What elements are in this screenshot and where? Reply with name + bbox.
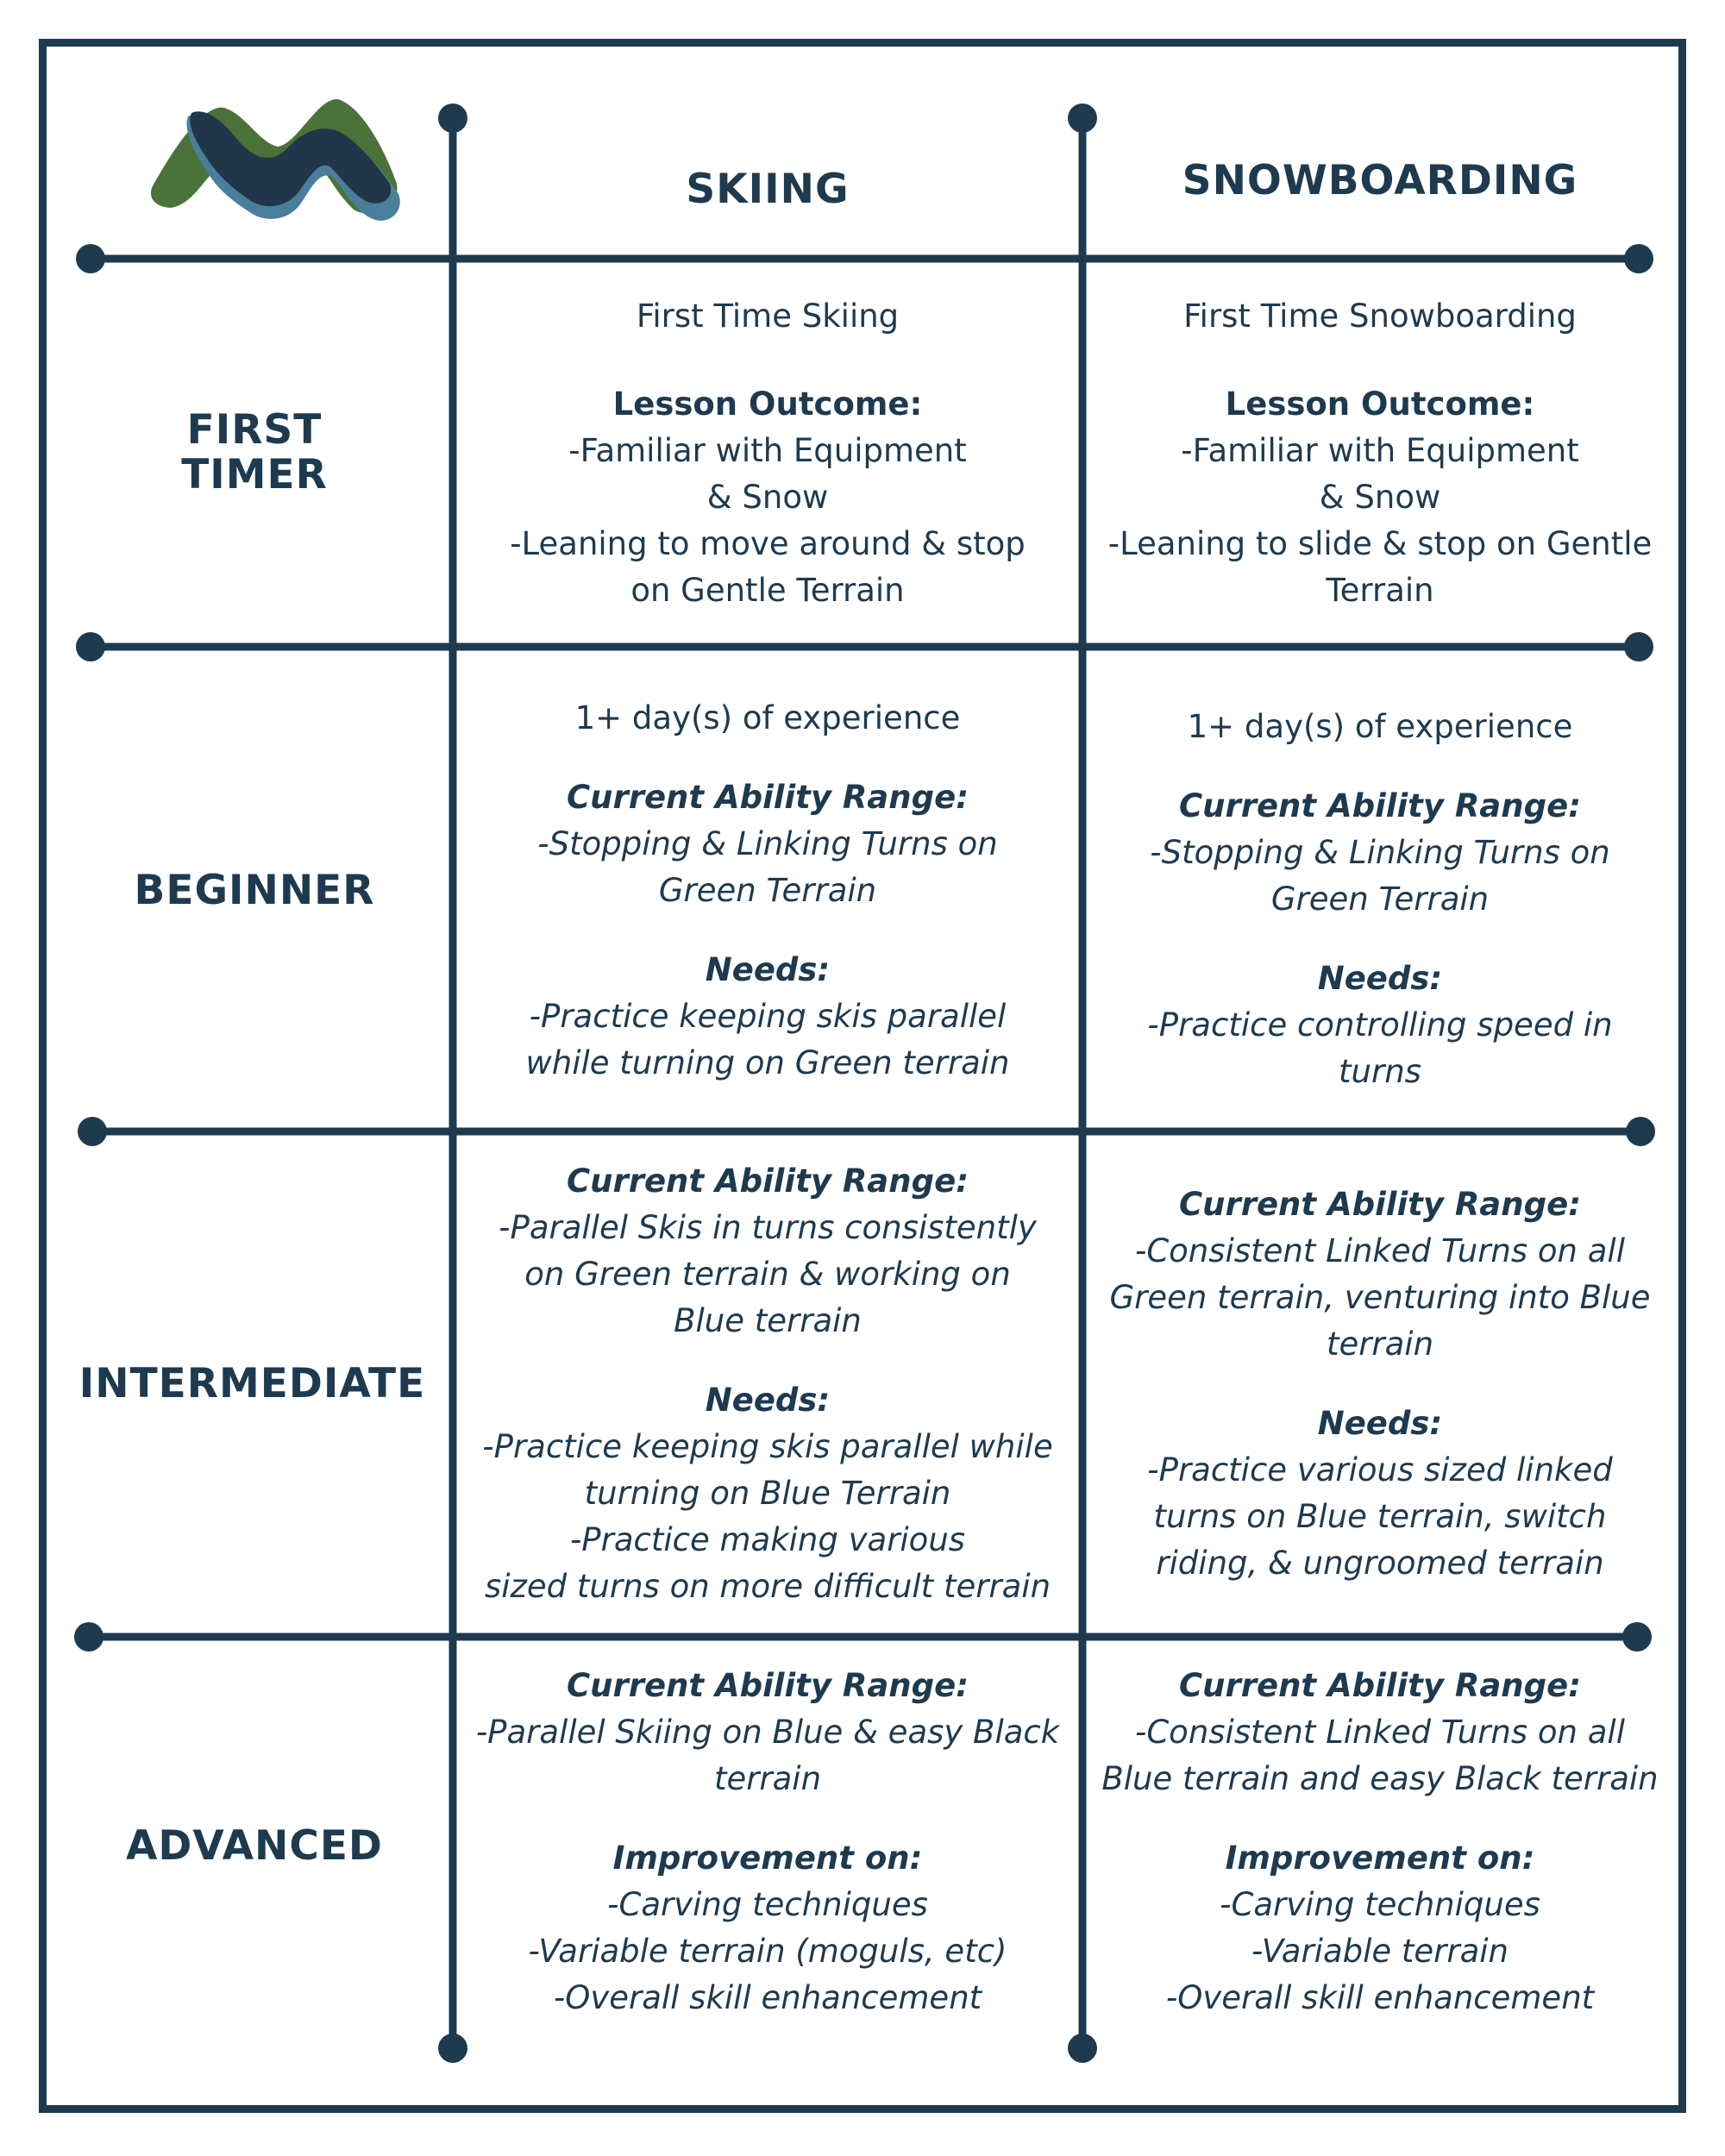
cell-beginner-skiing [461, 655, 1074, 1125]
cell-line: -Leaning to move around & stop [510, 525, 1026, 562]
cell-line: -Stopping & Linking Turns on [537, 824, 998, 862]
cell-line: Blue terrain and easy Black terrain [1101, 1760, 1659, 1797]
cell-line: -Consistent Linked Turns on all [1135, 1714, 1625, 1751]
cell-heading: Current Ability Range: [1178, 1186, 1581, 1223]
cell-heading: Lesson Outcome: [1225, 385, 1535, 423]
column-header-skiing: SKIING [686, 166, 850, 213]
cell-intro: 1+ day(s) of experience [1187, 707, 1573, 745]
row-label-line: TIMER [181, 451, 328, 498]
cell-line: Terrain [1326, 572, 1434, 609]
cell-line: -Practice keeping skis parallel while [482, 1428, 1053, 1465]
grid-dot [1624, 244, 1653, 273]
row-label-first-timer [69, 267, 440, 638]
cell-heading: Needs: [705, 950, 831, 988]
cell-intro: 1+ day(s) of experience [574, 699, 961, 736]
cell-first-timer-snowboarding [1091, 276, 1669, 638]
cell-line: -Practice making various [569, 1521, 966, 1558]
cell-heading: Current Ability Range: [566, 778, 969, 816]
cell-intermediate-skiing [461, 1138, 1074, 1630]
cell-heading: Current Ability Range: [566, 1163, 969, 1200]
cell-first-timer-skiing [461, 276, 1074, 638]
cell-advanced-snowboarding [1091, 1644, 1669, 2049]
cell-line: -Leaning to slide & stop on Gentle [1107, 525, 1653, 562]
cell-line: on Gentle Terrain [630, 572, 905, 609]
cell-line: & Snow [1319, 479, 1441, 516]
row-label-line: FIRST [186, 406, 323, 454]
cell-line: & Snow [706, 479, 829, 516]
row-label-beginner: BEGINNER [134, 866, 375, 914]
cell-heading: Needs: [705, 1382, 831, 1419]
cell-heading: Current Ability Range: [1178, 1667, 1582, 1704]
cell-line: -Variable terrain (moguls, etc) [528, 1933, 1007, 1970]
grid-dot [1068, 103, 1097, 133]
cell-line: -Stopping & Linking Turns on [1150, 833, 1610, 871]
cell-beginner-snowboarding [1091, 664, 1669, 1134]
cell-line: -Carving techniques [1220, 1886, 1540, 1923]
cell-line: -Practice various sized linked [1147, 1451, 1613, 1489]
mountain-logo-icon [121, 82, 414, 229]
cell-line: on Green terrain & working on [524, 1256, 1011, 1293]
cell-line: Green terrain, venturing into Blue [1109, 1279, 1651, 1316]
cell-line: -Overall skill enhancement [1165, 1979, 1595, 2016]
cell-heading: Current Ability Range: [1178, 787, 1581, 824]
cell-line: Green Terrain [1270, 880, 1490, 918]
cell-line: turns [1339, 1052, 1421, 1090]
cell-intermediate-snowboarding [1091, 1138, 1669, 1630]
cell-line: turning on Blue Terrain [584, 1475, 951, 1512]
cell-line: -Parallel Skis in turns consistently [499, 1209, 1037, 1246]
cell-line: -Carving techniques [607, 1886, 928, 1923]
cell-heading: Improvement on: [1225, 1839, 1535, 1877]
cell-intro: First Time Snowboarding [1183, 298, 1577, 335]
cell-line: turns on Blue terrain, switch [1153, 1498, 1607, 1535]
cell-line: -Familiar with Equipment [1181, 432, 1579, 469]
cell-line: -Practice keeping skis parallel [529, 997, 1007, 1035]
cell-line: riding, & ungroomed terrain [1156, 1545, 1604, 1582]
cell-heading: Lesson Outcome: [612, 385, 923, 423]
column-header-snowboarding: SNOWBOARDING [1182, 157, 1578, 204]
cell-line: Green Terrain [658, 871, 877, 909]
cell-advanced-skiing [461, 1644, 1074, 2049]
cell-line: sized turns on more difficult terrain [484, 1568, 1051, 1605]
cell-line: -Variable terrain [1251, 1933, 1509, 1970]
cell-line: Blue terrain [674, 1302, 862, 1339]
cell-heading: Improvement on: [612, 1839, 923, 1877]
row-label-intermediate: INTERMEDIATE [78, 1360, 426, 1407]
grid-dot [438, 103, 467, 133]
cell-intro: First Time Skiing [636, 298, 900, 335]
row-label-advanced: ADVANCED [126, 1822, 383, 1870]
cell-line: -Practice controlling speed in [1147, 1006, 1613, 1044]
cell-heading: Needs: [1317, 959, 1443, 997]
cell-heading: Needs: [1317, 1405, 1443, 1442]
cell-line: terrain [713, 1760, 822, 1797]
cell-line: terrain [1326, 1326, 1434, 1363]
cell-line: while turning on Green terrain [525, 1044, 1010, 1081]
cell-heading: Current Ability Range: [566, 1667, 969, 1704]
cell-line: -Consistent Linked Turns on all [1134, 1232, 1625, 1269]
cell-line: -Parallel Skiing on Blue & easy Black [475, 1714, 1060, 1751]
cell-line: -Overall skill enhancement [553, 1979, 982, 2016]
cell-line: -Familiar with Equipment [568, 432, 967, 469]
